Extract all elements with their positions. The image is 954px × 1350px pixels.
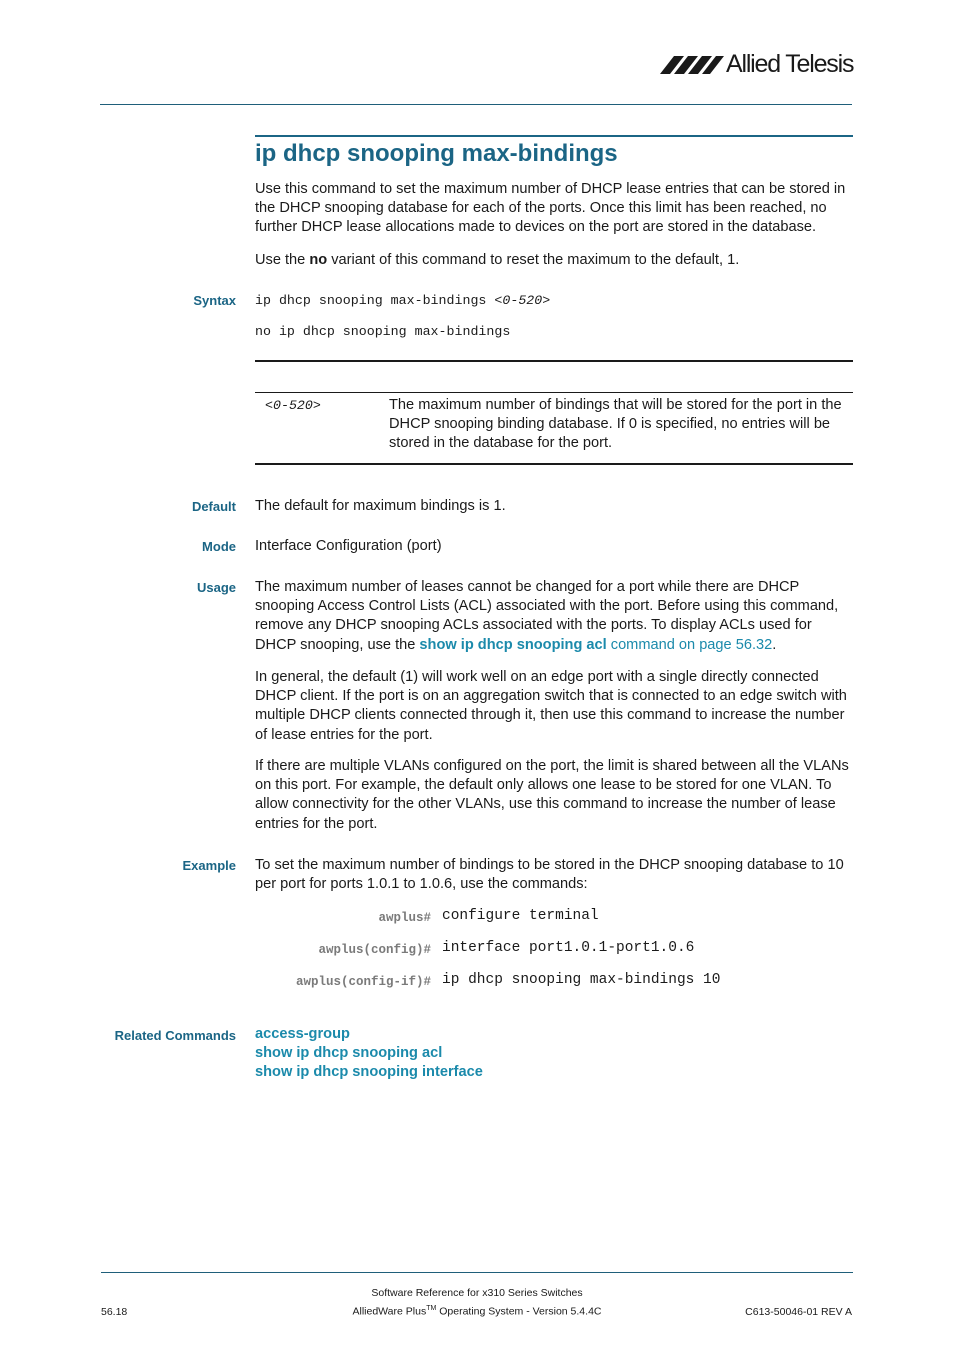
default-text: The default for maximum bindings is 1. — [255, 498, 506, 514]
text-run: Operating System - Version 5.4.4C — [436, 1305, 602, 1318]
intro-no-paragraph — [255, 251, 853, 270]
default-label: Default — [191, 499, 236, 514]
page-title: ip dhcp snooping max-bindings — [255, 140, 618, 167]
document-id: C613-50046-01 REV A — [745, 1306, 852, 1318]
text-run: AlliedWare Plus — [352, 1305, 427, 1318]
param-description: The maximum number of bindings that will be stored for the port in the DHCP snooping binding database. If 0 is specified, no entries will be stored in the database for the port. — [389, 397, 842, 452]
param-cell — [265, 398, 321, 413]
syntax-command: ip dhcp snooping max-bindings — [255, 293, 495, 308]
related-commands-label: Related Commands — [114, 1028, 236, 1043]
usage-paragraph-3: If there are multiple VLANs configured on the port, the limit is shared between all the VLANs on this port. For example, the default only allows one lease to be stored for one VLAN. To allow connectivity for the other VLANs, use this command to increase the number of lease entries for the port. — [255, 758, 849, 832]
trademark-mark: TM — [426, 1305, 437, 1312]
text-run: The maximum number of leases cannot be changed for a port while there are DHCP snooping Access Control Lists (ACL) associated with the port. Before using this command, remove any DHCP snooping ACLs associated with the ports. To display ACLs used for DHCP snooping, use the — [255, 579, 839, 653]
footer-title: Software Reference for x310 Series Switches — [371, 1287, 583, 1299]
text-run: . — [772, 636, 777, 653]
example-prompt: awplus(config-if)# — [295, 975, 431, 989]
example-command: interface port1.0.1-port1.0.6 — [442, 940, 695, 956]
syntax-label: Syntax — [193, 293, 236, 308]
example-prompt: awplus# — [378, 911, 431, 925]
mode-label: Mode — [202, 539, 236, 554]
usage-label: Usage — [196, 580, 236, 595]
footer-rule — [101, 1272, 853, 1273]
example-label: Example — [182, 858, 236, 873]
text-run: Use the — [255, 252, 310, 268]
example-command: configure terminal — [442, 908, 599, 924]
related-show-interface-link[interactable]: show ip dhcp snooping interface — [255, 1064, 483, 1080]
related-show-acl-link[interactable]: show ip dhcp snooping acl — [255, 1045, 443, 1061]
usage-paragraph-2: In general, the default (1) will work well on an edge port with a single directly connected DHCP client. If the port is on an aggregation switch that is connected to an edge switch with multiple DHCP clients connected through it, then use this command to increase the number of lease entries for the port. — [255, 669, 847, 743]
table-bottom-rule — [255, 463, 853, 465]
page-reference-link[interactable]: command on page 56.32 — [606, 636, 773, 653]
example-prompt: awplus(config)# — [318, 943, 431, 957]
syntax-param: <0-520> — [494, 293, 551, 308]
page-number: 56.18 — [101, 1306, 128, 1318]
usage-paragraph-1 — [255, 578, 853, 655]
example-text: To set the maximum number of bindings to be stored in the DHCP snooping database to 10 per port for ports 1.0.1 to 1.0.6, use the commands: — [255, 857, 844, 893]
logo-text: Allied Telesis — [726, 50, 854, 78]
syntax-line-2: no ip dhcp snooping max-bindings — [255, 324, 511, 339]
example-command: ip dhcp snooping max-bindings 10 — [442, 972, 721, 988]
logo-mark-icon — [660, 52, 730, 80]
mode-text: Interface Configuration (port) — [255, 538, 442, 554]
header-rule — [100, 104, 852, 105]
param-name: <0-520> — [265, 398, 321, 413]
syntax-line-1 — [255, 293, 550, 308]
bold-keyword: no — [309, 252, 328, 268]
text-run: variant of this command to reset the maximum to the default, 1. — [327, 252, 740, 268]
show-ip-dhcp-snooping-acl-link[interactable]: show ip dhcp snooping acl — [419, 636, 607, 653]
table-header-rule — [255, 392, 853, 393]
allied-telesis-logo — [660, 50, 856, 80]
title-rule — [255, 135, 853, 137]
related-access-group-link[interactable]: access-group — [255, 1026, 350, 1042]
table-top-rule — [255, 360, 853, 362]
intro-paragraph: Use this command to set the maximum number of DHCP lease entries that can be stored in the DHCP snooping database for each of the ports. Once this limit has been reached, no further DHCP lease allocations made to devices on the port are stored in the database. — [255, 181, 846, 236]
